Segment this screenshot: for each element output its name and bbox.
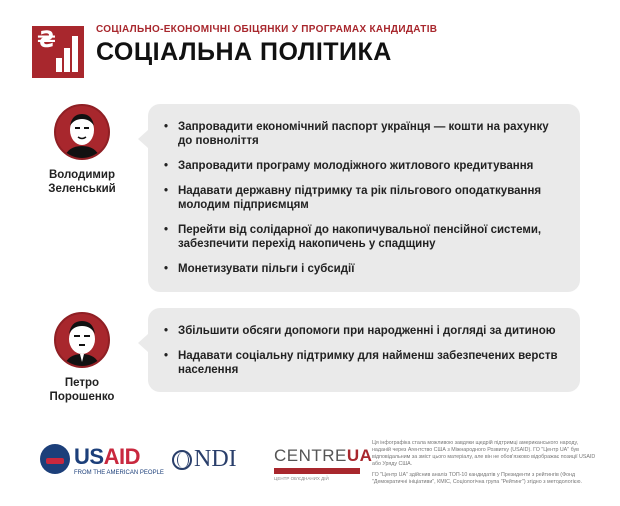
promise-item: • Запровадити економічний паспорт українця — кошти на рахунку до повноліття [178,120,564,148]
promise-item: • Монетизувати пільги і субсидії [178,262,564,276]
usaid-us: US [74,444,104,469]
disclaimer-paragraph: Ця інфографіка стала можливою завдяки щедрій підтримці американського народу, наданій через Агентство США з Міжнародного Розвитку (USAID). ГО "Центр UA" був відповідальним за зміст цього матеріалу, але він не обов'язково відображає позиції USAID або Уряду США. [372,440,596,467]
logo-bar-2 [64,48,70,72]
centre-text: CENTRE [274,446,347,465]
usaid-seal-icon [40,444,70,474]
promise-list [148,308,580,398]
candidate-zelenskyi [22,104,142,196]
promise-item: • Запровадити програму молодіжного житлового кредитування [178,159,564,173]
portrait-icon [56,106,108,158]
candidate-first-name: Володимир [48,169,116,181]
usaid-wordmark [74,444,140,470]
ndi-wordmark: NDI [194,446,237,472]
promise-list [148,104,580,297]
promise-item: • Перейти від солідарної до накопичувальної пенсійної системи, забезпечити перехід накопичень у спадщину [178,223,564,251]
portrait-icon [56,314,108,366]
promise-item: • Збільшити обсяги допомоги при народженні і догляді за дитиною [178,324,564,338]
globe-icon [172,450,192,470]
candidate-name [22,168,142,196]
logo-bar-3 [72,36,78,72]
promise-item: • Надавати соціальну підтримку для найменш забезпечених верств населення [178,349,564,377]
centre-ua-text: UA [346,446,373,465]
centre-ua-logo [274,446,372,481]
usaid-aid: AID [103,444,140,469]
centre-ua-tagline: ЦЕНТР ОБ'ЄДНАНИХ ДІЙ [274,476,329,481]
avatar [54,104,110,160]
promise-item: • Надавати державну підтримку та рік пільгового оподаткування молодим підприємцям [178,184,564,212]
candidate-first-name: Петро [64,377,100,389]
usaid-tagline: FROM THE AMERICAN PEOPLE [74,470,164,476]
centre-ua-bar [274,468,360,474]
candidate-last-name: Зеленський [48,183,116,195]
candidate-name [22,376,142,404]
logo-bar-1 [56,58,62,72]
centre-ua-wordmark [274,446,372,466]
candidate-last-name: Порошенко [49,391,115,403]
avatar [54,312,110,368]
promises-panel-poroshenko [148,308,580,392]
page-title: СОЦІАЛЬНА ПОЛІТИКА [96,38,392,66]
disclaimer-paragraph: ГО "Центр UA" здійснив аналіз ТОП-10 кандидатів у Президенти з рейтингів (Фонд "Демократичні ініціативи", КМІС, Соціологічна група "Рейтинг") згідно з методологією. [372,472,582,485]
promises-panel-zelenskyi [148,104,580,292]
candidate-poroshenko [22,312,142,404]
disclaimer [372,440,598,490]
logo [32,26,84,78]
page-subtitle: СОЦІАЛЬНО-ЕКОНОМІЧНІ ОБІЦЯНКИ У ПРОГРАМАХ КАНДИДАТІВ [96,24,438,35]
hryvnia-icon: ₴ [37,28,56,53]
